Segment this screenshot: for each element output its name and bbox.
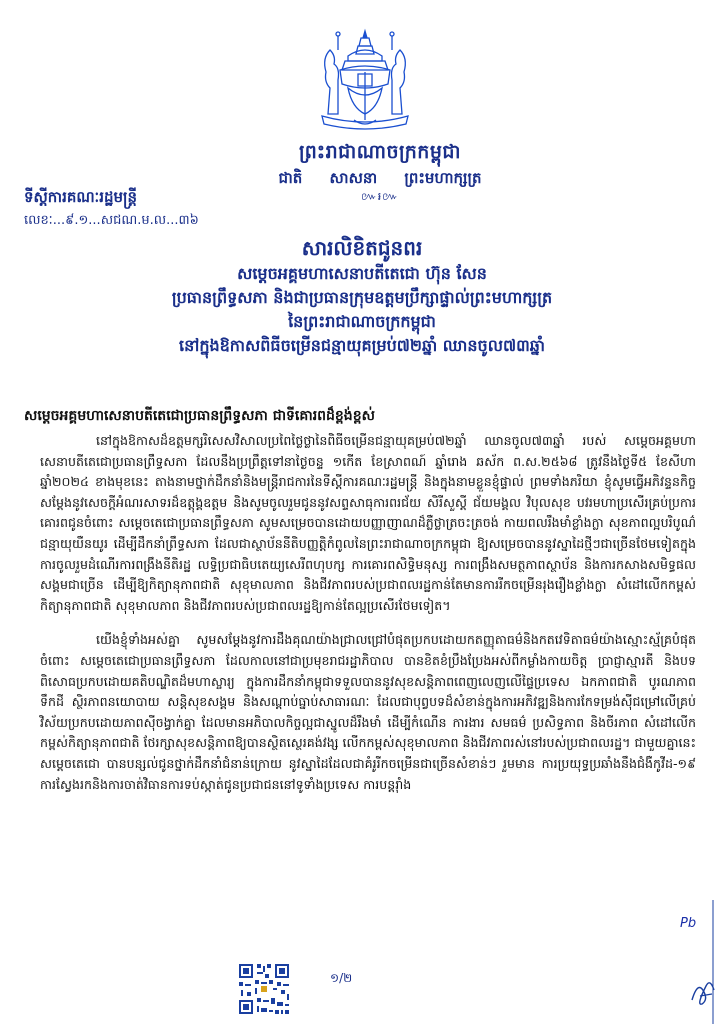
salutation: សម្តេចអគ្គមហាសេនាបតីតេជោប្រធានព្រឹទ្ធសភា ជាទីគោរពដ៏ខ្ពង់ខ្ពស់ <box>24 408 375 424</box>
letter-titles <box>0 234 724 358</box>
office-name: ទីស្តីការគណៈរដ្ឋមន្ត្រី <box>24 188 138 206</box>
national-motto: ជាតិ សាសនា ព្រះមហាក្សត្រ <box>278 169 482 187</box>
title-line: សម្តេចអគ្គមហាសេនាបតីតេជោ ហ៊ុន សែន <box>237 264 487 283</box>
royal-coat-of-arms-icon <box>318 28 412 132</box>
reference-number: លេខៈ...៩.១...សជណ.ម.ល...៣៦ <box>24 213 199 228</box>
office-block <box>24 186 199 232</box>
body-paragraph: យើងខ្ញុំទាំងអស់គ្នា សូមសម្តែងនូវការដឹងគុណយ៉ាងជ្រាលជ្រៅបំផុតប្រកបដោយកតញ្ញុតាធម៌និងកតវេទិតាធម៌យ៉ាងស្មោះស្ម័គ្របំផុតចំពោះ សម្តេចតេជោប្រធានព្រឹទ្ធសភា ដែលកាលនៅជាប្រមុខរាជរដ្ឋាភិបាល បានខិតខំប្រឹងប្រែងអស់ពីកម្លាំងកាយចិត្ត ប្រាជ្ញាស្មារតី និងបទពិសោធប្រកបដោយគតិបណ្ឌិតដ៏មហាស្ចារ្យ ក្នុងការដឹកនាំកម្ពុជាទទួលបាននូវសុខសន្តិភាពពេញលេញលើផ្ទៃប្រទេស ឯកភាពជាតិ បូរណភាពទឹកដី ស្ថិរភាពនយោបាយ សន្តិសុខសង្គម និងសណ្តាប់ធ្នាប់សាធារណៈ ដែលជាបុព្វបទដ៏សំខាន់ក្នុងការអភិវឌ្ឍនិងការកែទម្រង់ស៊ីជម្រៅលើគ្រប់វិស័យប្រកបដោយភាពស៊ីចង្វាក់គ្នា ដែលមានអភិបាលកិច្ចល្អជាស្នូលដ៏រឹងមាំ ដើម្បីកំណើន ការងារ សមធម៌ ប្រសិទ្ធភាព និងចីរភាព សំដៅលើកកម្ពស់កិត្យានុភាពជាតិ ថែរក្សាសុខសន្តិភាពឱ្យបានស្ថិតស្ថេរគង់វង្ស លើកកម្ពស់សុខុមាលភាព និងជីវភាពរស់នៅរបស់ប្រជាពលរដ្ឋ។ ជាមួយគ្នានេះ សម្តេចតេជោ បានបន្សល់ជូនថ្នាក់ដឹកនាំជំនាន់ក្រោយ នូវស្នាដៃដែលជាគំរូរីកចម្រើនជាច្រើនសំខាន់ៗ រួមមាន ការប្រយុទ្ធប្រឆាំងនឹងជំងឺកូវីដ-១៩ ការស្វែងរកនិងការចាត់វិធានការទប់ស្កាត់ជូនប្រជាជននៅទូទាំងប្រទេស ការបន្តរ៉ាំង <box>40 632 696 792</box>
title-line: ប្រធានព្រឹទ្ធសភា និងជាប្រធានក្រុមឧត្តមប្រឹក្សាផ្ទាល់ព្រះមហាក្សត្រ <box>171 288 553 307</box>
title-line: នៅក្នុងឱកាសពិធីចម្រើនជន្មាយុគម្រប់៧២ឆ្នាំ ឈានចូល៧៣ឆ្នាំ <box>179 336 545 355</box>
initial-mark: Pb <box>680 916 697 931</box>
letter-title: សារលិខិតជូនពរ <box>301 236 423 260</box>
kingdom-title: ព្រះរាជាណាចក្រកម្ពុជា <box>299 141 461 163</box>
header-ornament: ៚៛៚ <box>361 190 399 203</box>
qr-code-icon <box>237 962 291 1016</box>
kingdom-header <box>260 140 500 206</box>
letter-body <box>40 431 696 809</box>
title-line: នៃព្រះរាជាណាចក្រកម្ពុជា <box>288 312 436 331</box>
page-number: ១/២ <box>330 971 353 985</box>
margin-stroke <box>712 900 714 1024</box>
body-paragraph: នៅក្នុងឱកាសដ៏ឧត្តមក្សរិសេសវិសាលប្រពៃថ្លៃថ្លានៃពិធីចម្រើនជន្មាយុគម្រប់៧២ឆ្នាំ ឈានចូល៧៣ឆ្នាំ របស់ សម្តេចអគ្គមហាសេនាបតីតេជោប្រធានព្រឹទ្ធសភា ដែលនឹងប្រព្រឹត្តទៅនាថ្ងៃចន្ទ ១កើត ខែស្រាពណ៍ ឆ្នាំរោង ឆស័ក ព.ស.២៥៦៨ ត្រូវនឹងថ្ងៃទី៥ ខែសីហា ឆ្នាំ២០២៤ ខាងមុខនេះ តាងនាមថ្នាក់ដឹកនាំនិងមន្ត្រីរាជការនៃទីស្តីការគណៈរដ្ឋមន្ត្រី និងក្នុងនាមខ្លួនខ្ញុំផ្ទាល់ ព្រមទាំងភរិយា ខ្ញុំសូមធ្វើអភិវន្ទនកិច្ចសម្តែងនូវសេចក្តីអំណរសាទរដ៏ឧត្តុង្គឧត្តម និងសូមចូលរួមជូននូវសព្ទសាធុការពរជ័យ សិរីសួស្តី ជ័យមង្គល វិបុលសុខ បវរមហាប្រសើរគ្រប់ប្រការ គោរពជូនចំពោះ សម្តេចតេជោប្រធានព្រឹទ្ធសភា សូមសម្រេចបានដោយបញ្ញាញាណដ៏ភ្លឺថ្លាត្រចះត្រចង់ កាយពលរឹងមាំខ្លាំងក្លា សុខភាពល្អបរិបូណ៌ ជន្មាយុយឺនយូរ ដើម្បីដឹកនាំព្រឹទ្ធសភា ដែលជាស្ថាប័ននីតិបញ្ញត្តិកំពូលនៃព្រះរាជាណាចក្រកម្ពុជា ឱ្យសម្រេចបាននូវស្នាដៃថ្មីៗជាច្រើនថែមទៀតក្នុងការចូលរួមដំណើរការពង្រឹងនីតិរដ្ឋ លទ្ធិប្រជាធិបតេយ្យសេរីពហុបក្ស ការគោរពសិទ្ធិមនុស្ស ការពង្រឹងសមត្ថភាពស្ថាប័ន និងការកសាងសមិទ្ធផលសង្គមជាច្រើន ដើម្បីឱ្យកិត្យានុភាពជាតិ សុខុមាលភាព និងជីវភាពរបស់ប្រជាពលរដ្ឋកាន់តែមានការរីកចម្រើនរុងរឿងខ្លាំងក្លា សំដៅលើកកម្ពស់កិត្យានុភាពជាតិ សុខុមាលភាព និងជីវភាពរបស់ប្រជាពលរដ្ឋឱ្យកាន់តែល្អប្រសើរថែមទៀត។ <box>40 433 696 613</box>
